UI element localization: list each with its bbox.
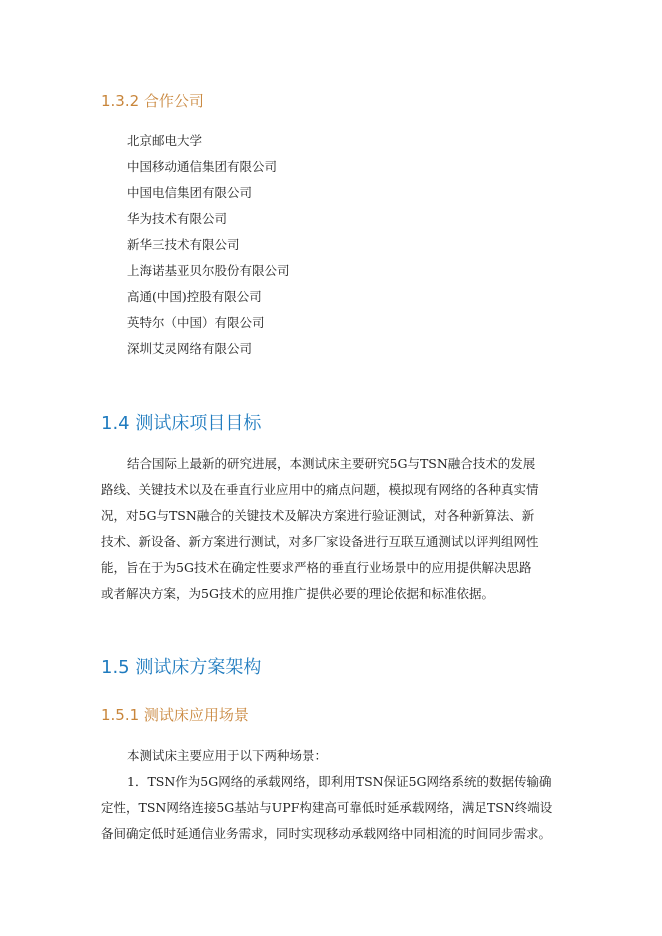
section-heading-1-3-2: 1.3.2 合作公司 <box>101 92 204 110</box>
paragraph-line: 况，对5G与TSN融合的关键技术及解决方案进行验证测试，对各种新算法、新 <box>101 508 535 523</box>
paragraph-line: 定性，TSN网络连接5G基站与UPF构建高可靠低时延承载网络，满足TSN终端设 <box>101 800 553 815</box>
list-item: 北京邮电大学 <box>127 133 203 148</box>
paragraph-line: 能，旨在于为5G技术在确定性要求严格的垂直行业场景中的应用提供解决思路 <box>101 560 532 575</box>
paragraph-line: 路线、关键技术以及在垂直行业应用中的痛点问题，模拟现有网络的各种真实情 <box>101 482 539 497</box>
list-item: 深圳艾灵网络有限公司 <box>127 341 253 356</box>
list-item: 英特尔（中国）有限公司 <box>127 315 265 330</box>
list-item: 上海诺基亚贝尔股份有限公司 <box>127 263 290 278</box>
paragraph-line: 本测试床主要应用于以下两种场景： <box>127 748 328 763</box>
section-heading-1-5-1: 1.5.1 测试床应用场景 <box>101 706 249 724</box>
paragraph-line: 技术、新设备、新方案进行测试，对多厂家设备进行互联互通测试以评判组网性 <box>101 534 539 549</box>
paragraph-line: 结合国际上最新的研究进展，本测试床主要研究5G与TSN融合技术的发展 <box>127 456 536 471</box>
section-heading-1-4: 1.4 测试床项目目标 <box>101 413 262 434</box>
paragraph-line: 备间确定低时延通信业务需求，同时实现移动承载网络中同相流的时间同步需求。 <box>101 826 552 841</box>
partner-company-list <box>127 133 290 367</box>
paragraph-line: 1．TSN作为5G网络的承载网络，即利用TSN保证5G网络系统的数据传输确 <box>127 774 552 789</box>
scenario-paragraph <box>101 748 571 852</box>
section-heading-1-5: 1.5 测试床方案架构 <box>101 657 262 678</box>
paragraph-line: 或者解决方案，为5G技术的应用推广提供必要的理论依据和标准依据。 <box>101 586 494 601</box>
list-item: 新华三技术有限公司 <box>127 237 240 252</box>
list-item: 华为技术有限公司 <box>127 211 228 226</box>
objective-paragraph <box>101 456 571 612</box>
list-item: 中国移动通信集团有限公司 <box>127 159 278 174</box>
list-item: 中国电信集团有限公司 <box>127 185 253 200</box>
list-item: 高通(中国)控股有限公司 <box>127 289 262 304</box>
